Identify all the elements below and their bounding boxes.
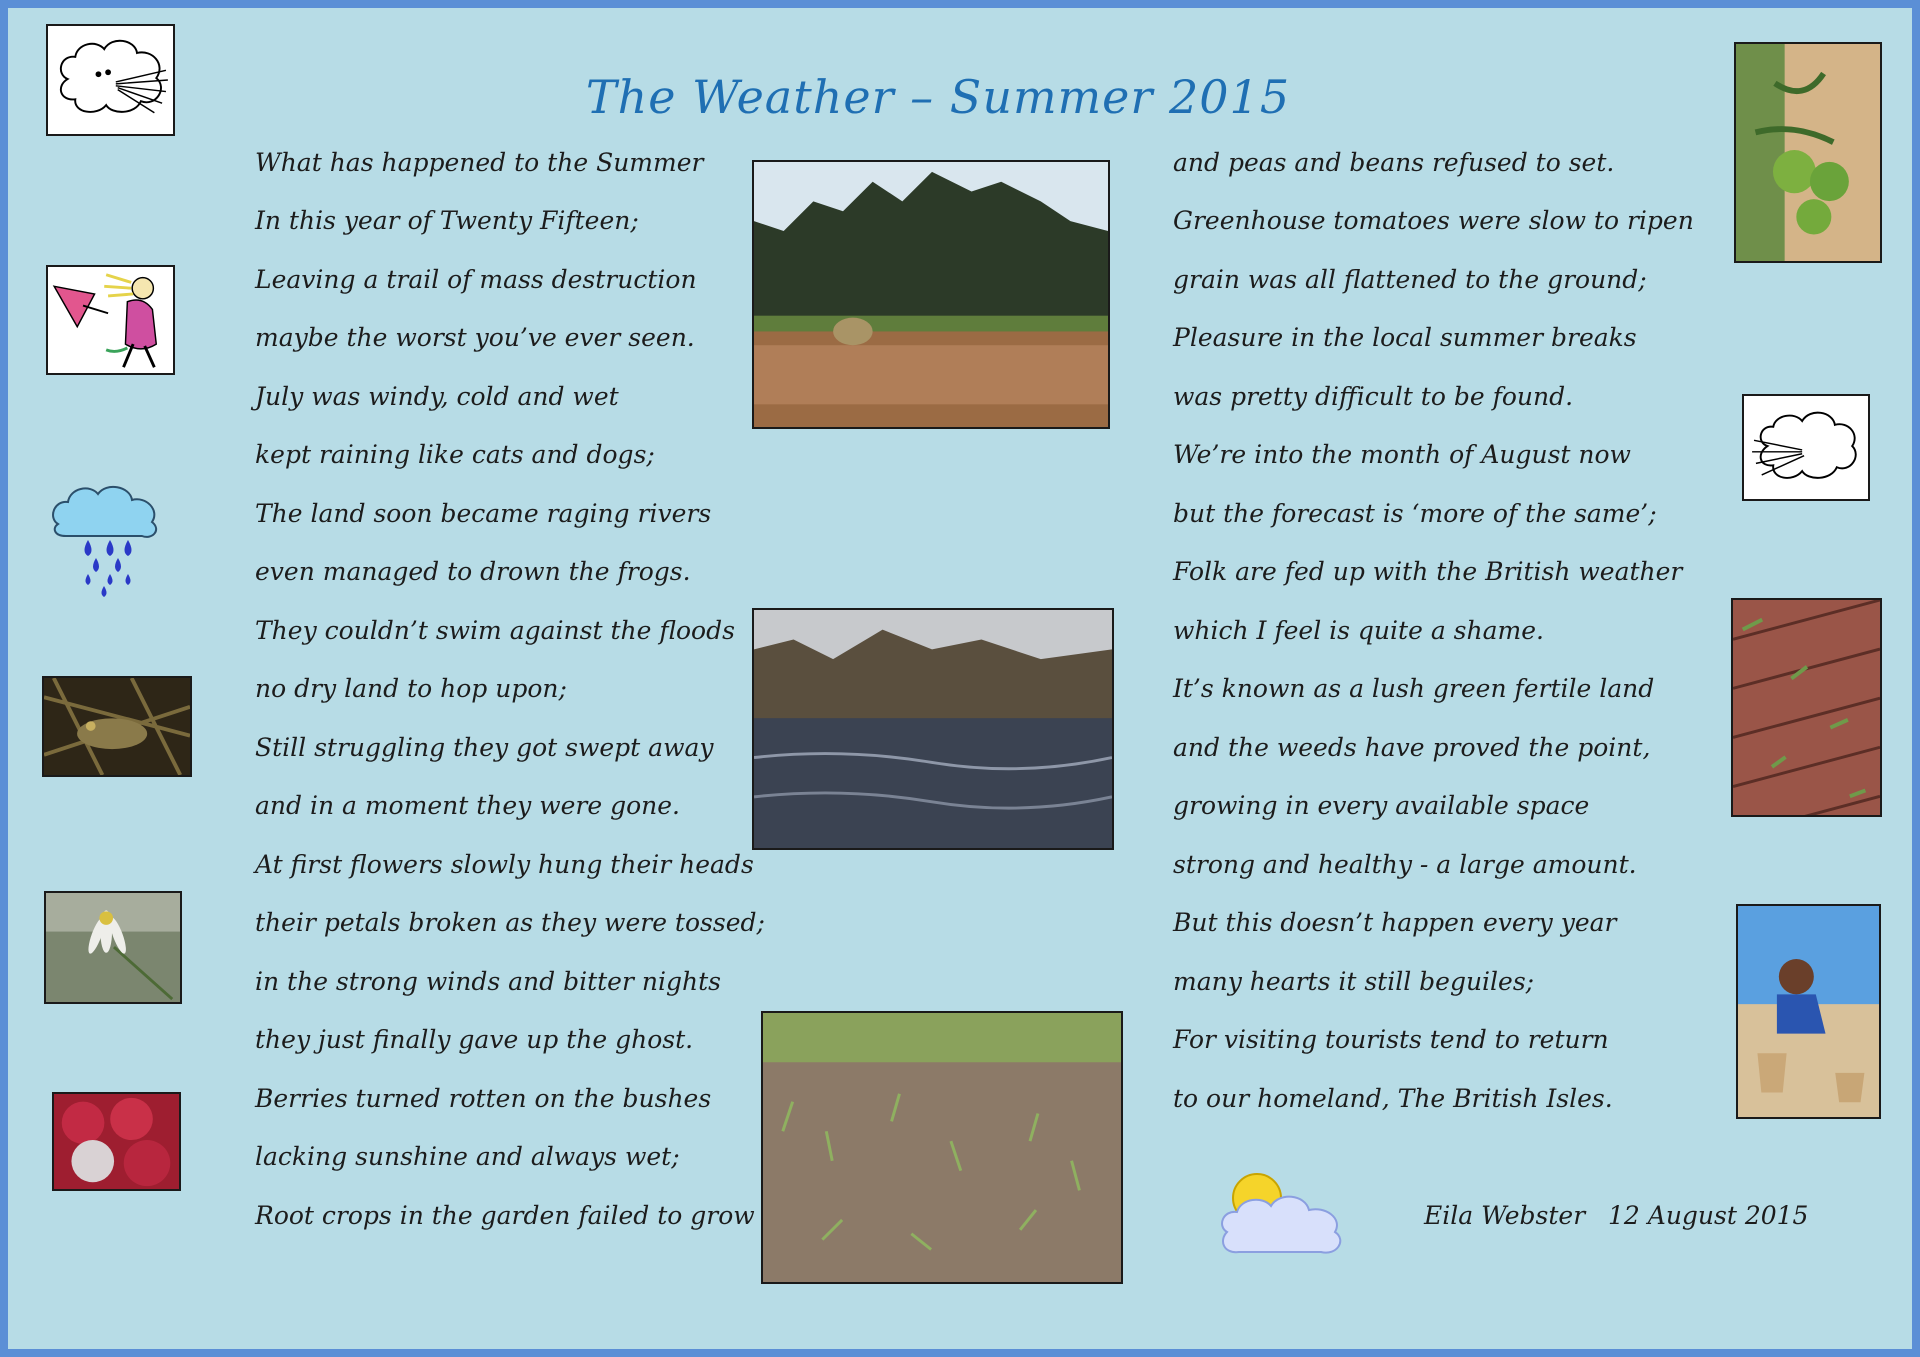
signature-date: 12 August 2015	[1608, 1201, 1809, 1230]
poem-line: in the strong winds and bitter nights	[255, 967, 721, 996]
sun-cloud-icon	[1215, 1168, 1355, 1261]
poem-line: We’re into the month of August now	[1173, 440, 1631, 469]
poem-line: growing in every available space	[1173, 791, 1590, 820]
poem-line: They couldn’t swim against the floods	[255, 616, 735, 645]
weedy-bricks-photo	[1731, 598, 1882, 817]
poem-line: The land soon became raging rivers	[255, 499, 712, 528]
poem-line: Berries turned rotten on the bushes	[255, 1084, 712, 1113]
poem-line: Folk are fed up with the British weather	[1173, 557, 1683, 586]
poem-line: What has happened to the Summer	[255, 148, 704, 177]
poem-line: Root crops in the garden failed to grow	[255, 1201, 755, 1230]
poem-line: For visiting tourists tend to return	[1173, 1025, 1609, 1054]
river-photo	[752, 608, 1114, 850]
poem-line: was pretty difficult to be found.	[1173, 382, 1574, 411]
poem-line: It’s known as a lush green fertile land	[1173, 674, 1655, 703]
poem-line: Still struggling they got swept away	[255, 733, 714, 762]
poem-line: kept raining like cats and dogs;	[255, 440, 655, 469]
poem-line: strong and healthy - a large amount.	[1173, 850, 1637, 879]
page-title: The Weather – Summer 2015	[585, 70, 1291, 124]
wind-cloud-icon	[46, 24, 175, 136]
poem-line: no dry land to hop upon;	[255, 674, 567, 703]
poem-line: Leaving a trail of mass destruction	[255, 265, 697, 294]
poem-line: and peas and beans refused to set.	[1173, 148, 1615, 177]
poem-line: Pleasure in the local summer breaks	[1173, 323, 1637, 352]
poem-line: grain was all flattened to the ground;	[1173, 265, 1647, 294]
windy-woman-icon	[46, 265, 175, 375]
poem-line: Greenhouse tomatoes were slow to ripen	[1173, 206, 1694, 235]
beach-child-photo	[1736, 904, 1881, 1119]
flattened-crops-photo	[761, 1011, 1123, 1284]
daisy-photo	[44, 891, 182, 1004]
poem-line: At first flowers slowly hung their heads	[255, 850, 754, 879]
poem-line: even managed to drown the frogs.	[255, 557, 691, 586]
poem-line: In this year of Twenty Fifteen;	[255, 206, 639, 235]
poem-line: and in a moment they were gone.	[255, 791, 680, 820]
poem-line: many hearts it still beguiles;	[1173, 967, 1535, 996]
poem-line: But this doesn’t happen every year	[1173, 908, 1617, 937]
poem-line: but the forecast is ‘more of the same’;	[1173, 499, 1657, 528]
author-name: Eila Webster	[1424, 1201, 1586, 1230]
frog-photo	[42, 676, 192, 777]
poem-line: July was windy, cold and wet	[255, 382, 619, 411]
flooded-field-photo	[752, 160, 1110, 429]
poem-line: to our homeland, The British Isles.	[1173, 1084, 1613, 1113]
raspberries-photo	[52, 1092, 181, 1191]
poem-line: they just finally gave up the ghost.	[255, 1025, 694, 1054]
poem-line: their petals broken as they were tossed;	[255, 908, 765, 937]
rain-cloud-icon	[48, 478, 168, 600]
poem-line: and the weeds have proved the point,	[1173, 733, 1651, 762]
poem-line: maybe the worst you’ve ever seen.	[255, 323, 695, 352]
poem-line: which I feel is quite a shame.	[1173, 616, 1544, 645]
poem-line: lacking sunshine and always wet;	[255, 1142, 680, 1171]
wind-cloud-icon	[1742, 394, 1870, 501]
tomatoes-photo	[1734, 42, 1882, 263]
